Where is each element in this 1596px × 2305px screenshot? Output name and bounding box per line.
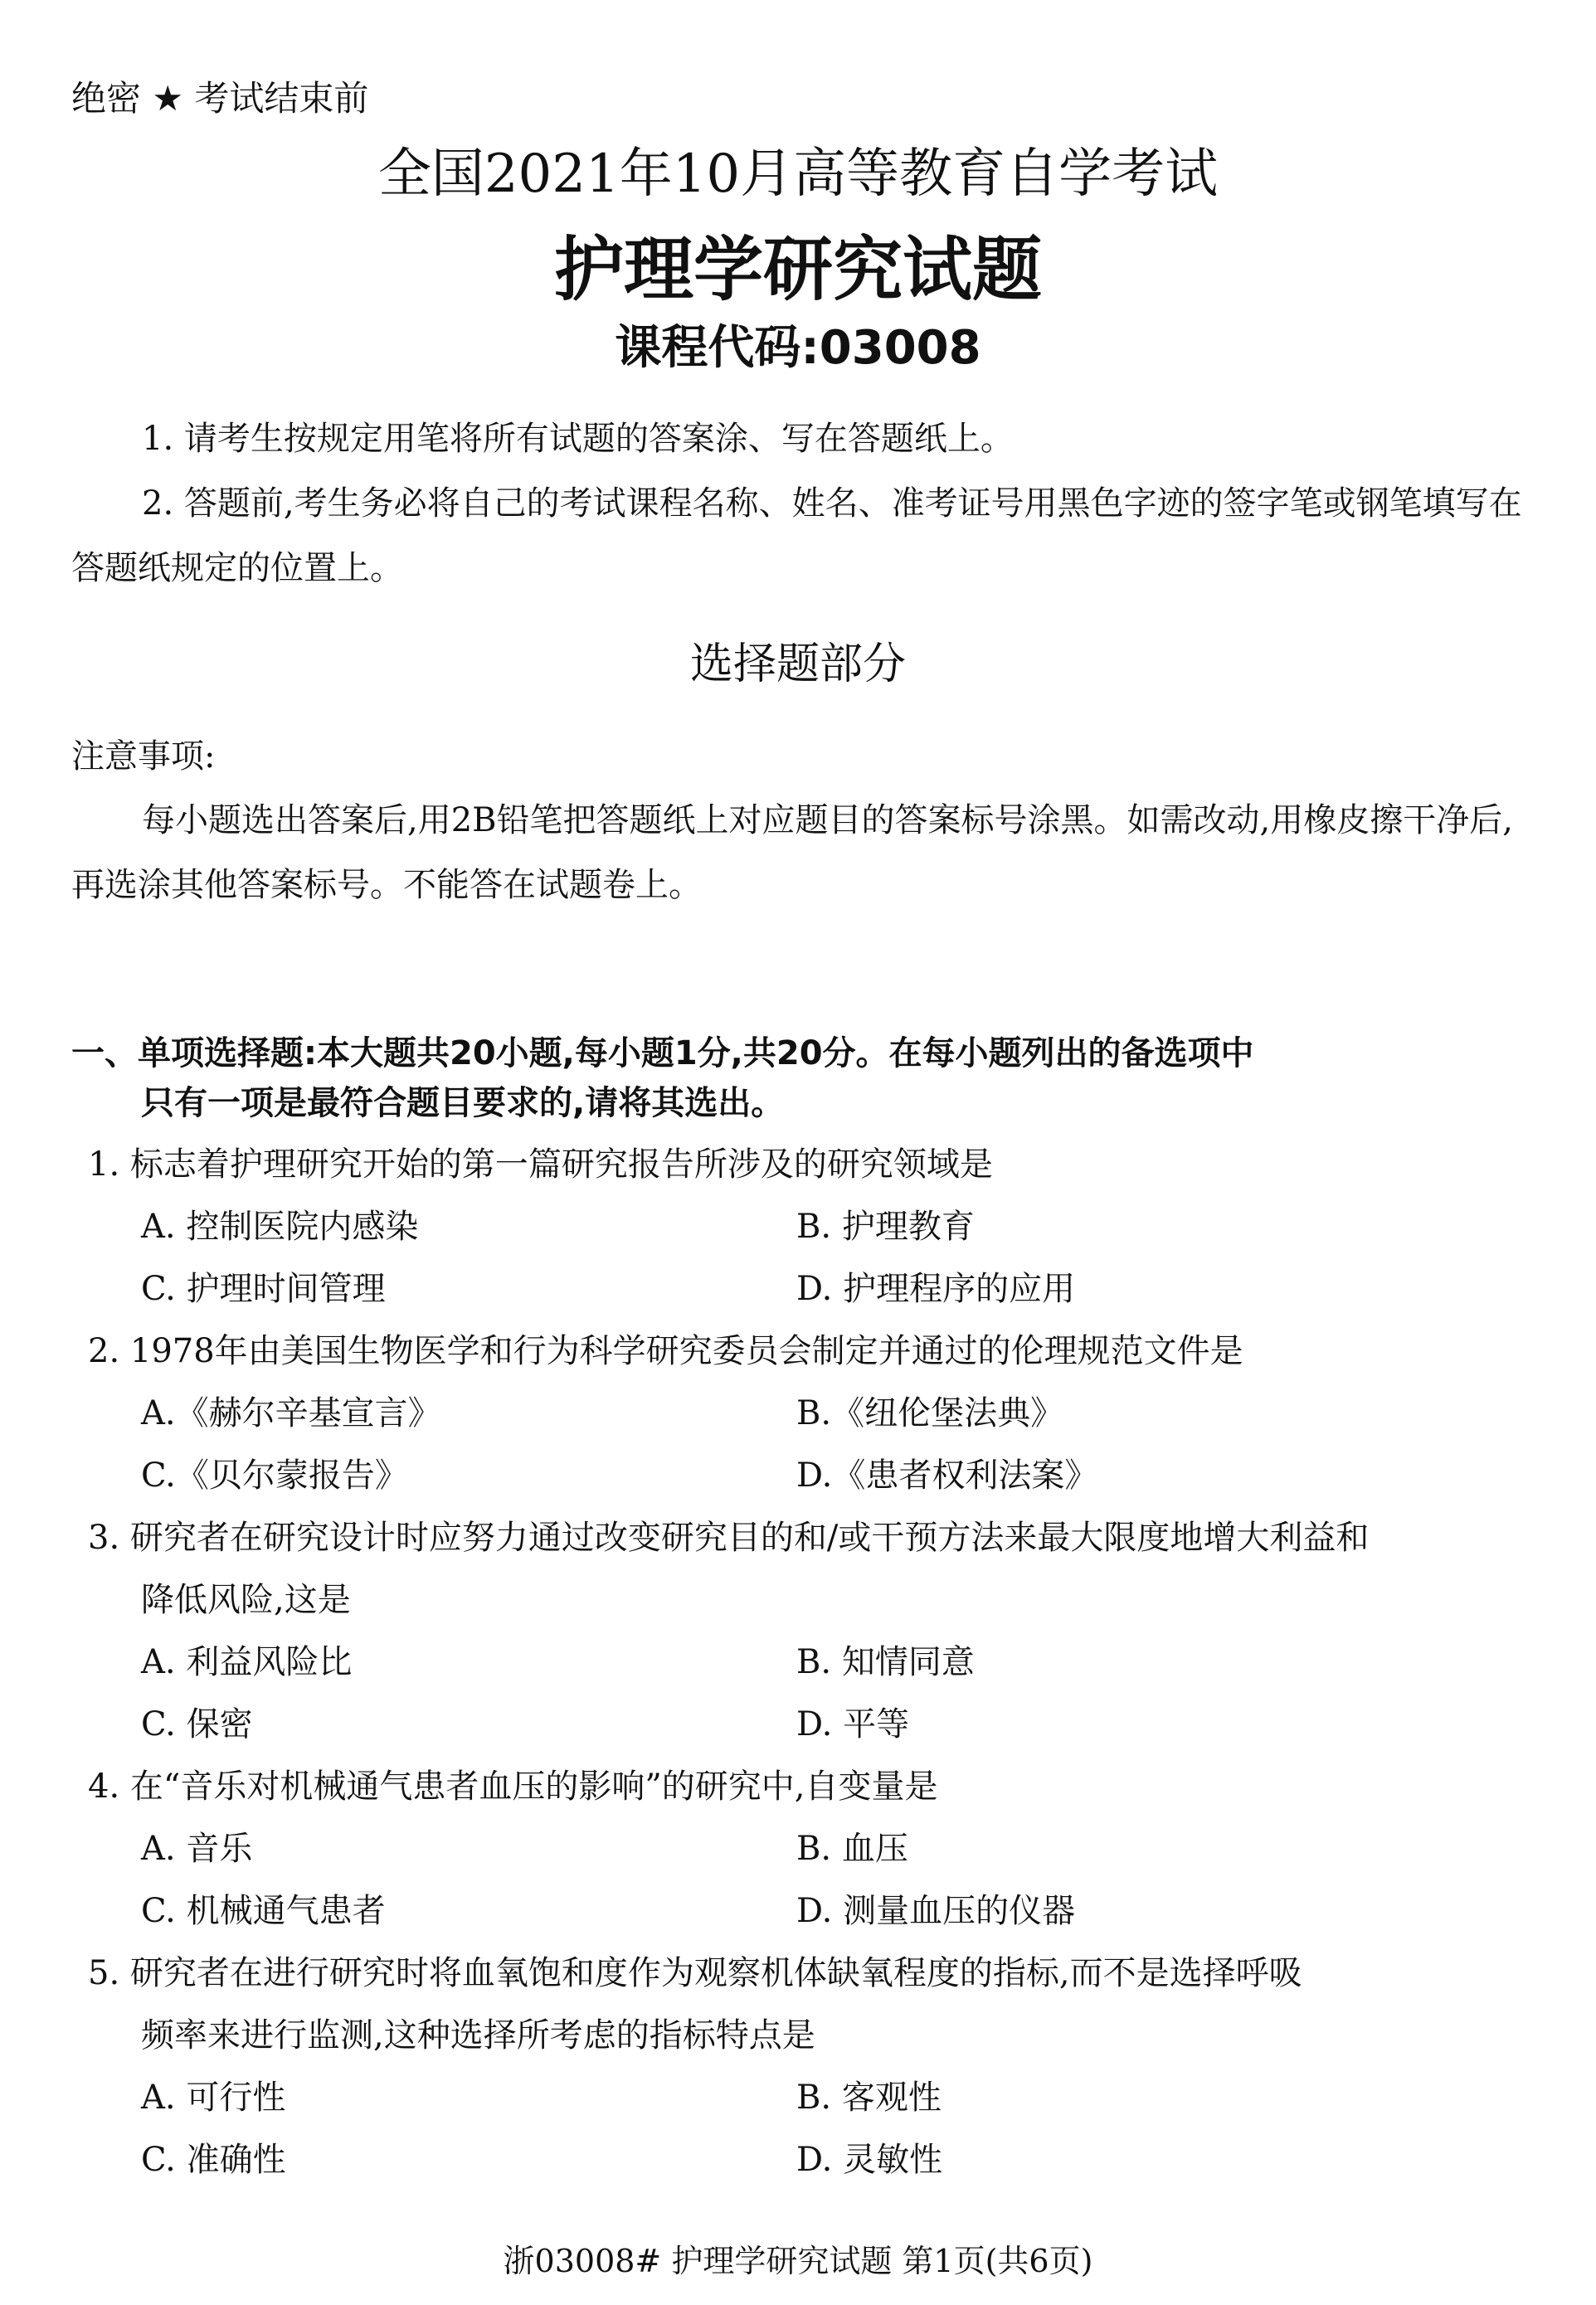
question-1-option-c: C. 护理时间管理 — [141, 1270, 386, 1308]
question-2-option-b: B.《纽伦堡法典》 — [796, 1394, 1064, 1432]
question-4-option-d: D. 测量血压的仪器 — [796, 1892, 1076, 1930]
question-3-option-d: D. 平等 — [796, 1705, 910, 1743]
section-title: 选择题部分 — [689, 639, 906, 689]
question-5-option-a: A. 可行性 — [141, 2079, 286, 2117]
question-1-stem: 1. 标志着护理研究开始的第一篇研究报告所涉及的研究领域是 — [88, 1145, 993, 1184]
subject-title: 护理学研究试题 — [553, 229, 1042, 310]
question-3-stem: 3. 研究者在研究设计时应努力通过改变研究目的和/或干预方法来最大限度地增大利益和 — [88, 1519, 1370, 1557]
question-4-option-b: B. 血压 — [796, 1830, 908, 1868]
part-heading-line1: 一、单项选择题:本大题共20小题,每小题1分,共20分。在每小题列出的备选项中 — [71, 1034, 1254, 1072]
question-5-option-d: D. 灵敏性 — [796, 2141, 943, 2179]
course-code: 课程代码:03008 — [615, 321, 981, 375]
question-5-stem: 5. 研究者在进行研究时将血氧饱和度作为观察机体缺氧程度的指标,而不是选择呼吸 — [88, 1954, 1302, 1992]
question-3-option-c: C. 保密 — [141, 1705, 253, 1743]
question-2-stem: 2. 1978年由美国生物医学和行为科学研究委员会制定并通过的伦理规范文件是 — [88, 1332, 1243, 1370]
question-1-option-a: A. 控制医院内感染 — [141, 1208, 419, 1246]
confidential-label: 绝密 ★ 考试结束前 — [71, 78, 369, 119]
question-3-option-b: B. 知情同意 — [796, 1643, 975, 1681]
question-3-stem-cont: 降低风险,这是 — [141, 1581, 351, 1619]
instruction-1: 1. 请考生按规定用笔将所有试题的答案涂、写在答题纸上。 — [142, 420, 1014, 458]
notice-text: 每小题选出答案后,用2B铅笔把答题纸上对应题目的答案标号涂黑。如需改动,用橡皮擦干净后,再选涂其他答案标号。不能答在试题卷上。 — [71, 801, 1513, 904]
question-2-option-d: D.《患者权利法案》 — [796, 1456, 1098, 1495]
exam-title: 全国2021年10月高等教育自学考试 — [377, 143, 1219, 205]
question-2-option-c: C.《贝尔蒙报告》 — [141, 1456, 408, 1495]
page-footer: 浙03008# 护理学研究试题 第1页(共6页) — [503, 2243, 1093, 2279]
notice-label: 注意事项: — [71, 737, 216, 776]
question-5-stem-cont: 频率来进行监测,这种选择所考虑的指标特点是 — [141, 2016, 815, 2055]
part-heading — [71, 1028, 1482, 1128]
question-5-option-b: B. 客观性 — [796, 2079, 942, 2117]
part-heading-line2: 只有一项是最符合题目要求的,请将其选出。 — [141, 1084, 785, 1122]
question-4-option-c: C. 机械通气患者 — [141, 1892, 386, 1930]
question-1-option-b: B. 护理教育 — [796, 1208, 975, 1246]
question-4-option-a: A. 音乐 — [141, 1830, 253, 1868]
instruction-2: 2. 答题前,考生务必将自己的考试课程名称、姓名、准考证号用黑色字迹的签字笔或钢笔填写在答题纸规定的位置上。 — [71, 484, 1522, 587]
question-4-stem: 4. 在“音乐对机械通气患者血压的影响”的研究中,自变量是 — [88, 1768, 938, 1806]
question-1-option-d: D. 护理程序的应用 — [796, 1270, 1076, 1308]
question-5-option-c: C. 准确性 — [141, 2141, 286, 2179]
question-3-option-a: A. 利益风险比 — [141, 1643, 353, 1681]
question-2-option-a: A.《赫尔辛基宣言》 — [141, 1394, 441, 1432]
